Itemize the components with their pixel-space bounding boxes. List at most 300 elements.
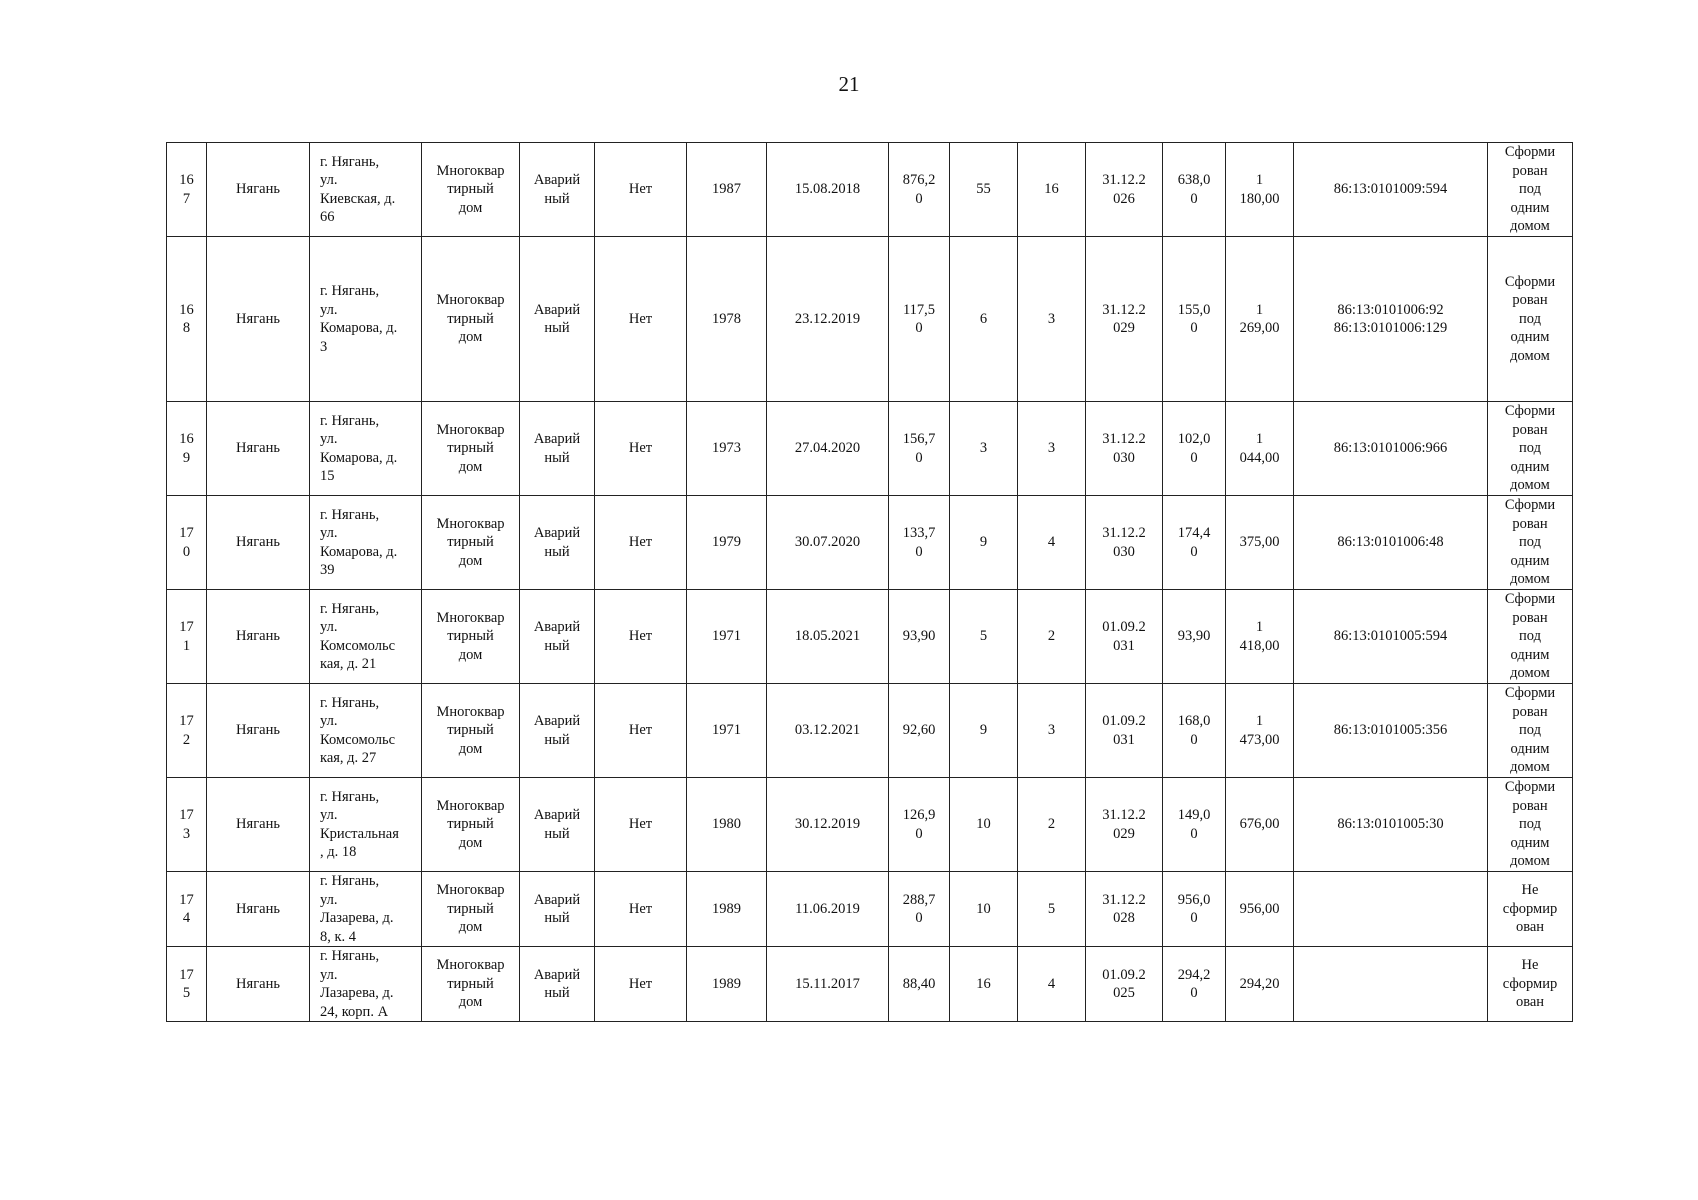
building-type-line: дом [458,329,483,346]
row-number-line: 16 [179,172,194,188]
cadastral-number-line: 86:13:0101006:966 [1333,440,1448,457]
land-status-line: под [1519,440,1541,457]
land-status-line: рован [1512,609,1548,626]
land-status-line: Сформи [1504,685,1556,702]
area-secondary-line: 294,2 [1177,966,1211,983]
building-type-cell [422,237,520,402]
land-area-cell [1226,872,1294,947]
address-line: Лазарева, д. [320,985,394,1001]
land-area-line: 294,20 [1239,975,1280,992]
land-status-cell [1488,496,1573,590]
building-type-line: Многоквар [436,162,505,179]
row-number-cell [167,590,207,684]
address-line: кая, д. 21 [320,656,377,672]
row-number-cell [167,684,207,778]
address-line: г. Нягань, [320,873,380,889]
deadline-line: 025 [1113,985,1135,1001]
building-type-line: тирный [447,722,494,739]
area-secondary-line: 93,90 [1177,628,1211,645]
row-number-cell [167,778,207,872]
land-status-line: Сформи [1504,273,1556,290]
decision-date-cell: 18.05.2021 [767,590,889,684]
condition-cell [520,872,595,947]
table-row [167,496,1573,590]
address-cell [310,590,422,684]
cadastral-number-cell [1294,947,1488,1022]
building-type-line: дом [458,646,483,663]
land-status-cell [1488,237,1573,402]
row-number-line: 1 [182,637,191,654]
cadastral-number-cell [1294,402,1488,496]
land-area-line: 473,00 [1239,731,1280,748]
address-line: ул. [320,807,338,823]
land-status-line: одним [1510,646,1550,663]
deadline-cell [1086,778,1163,872]
deadline-cell [1086,402,1163,496]
area-secondary-line: 149,0 [1177,807,1211,823]
area-secondary-cell [1163,496,1226,590]
land-area-line: 044,00 [1239,449,1280,466]
city-cell: Нягань [207,590,310,684]
area-secondary-cell [1163,237,1226,402]
area-cell [889,778,950,872]
deadline-cell [1086,237,1163,402]
units-cell: 2 [1018,590,1086,684]
building-type-cell [422,684,520,778]
area-line: 117,5 [902,301,936,318]
building-type-line: дом [458,919,483,936]
condition-line: ный [544,190,570,207]
year-cell: 1971 [687,590,767,684]
deadline-line: 01.09.2 [1102,619,1146,635]
deadline-line: 31.12.2 [1102,431,1146,447]
address-line: ул. [320,301,338,318]
building-type-line: Многоквар [436,609,505,626]
row-number-line: 7 [182,190,191,207]
table-row [167,684,1573,778]
land-area-cell [1226,684,1294,778]
address-line: 15 [320,468,335,484]
area-line: 0 [915,543,923,560]
area-cell [889,237,950,402]
units-cell: 3 [1018,237,1086,402]
land-area-line: 1 [1255,431,1264,447]
row-number-line: 16 [179,301,194,318]
address-line: Комарова, д. [320,543,398,560]
address-line: 8, к. 4 [320,928,357,945]
table-row [167,402,1573,496]
land-status-cell [1488,778,1573,872]
address-line: г. Нягань, [320,788,380,805]
land-status-cell [1488,402,1573,496]
residents-cell: 10 [950,778,1018,872]
cadastral-number-line: 86:13:0101005:30 [1337,816,1444,833]
deadline-line: 026 [1113,190,1135,207]
area-secondary-cell [1163,590,1226,684]
land-status-line: Не [1521,957,1539,974]
deadline-cell [1086,872,1163,947]
area-cell [889,872,950,947]
decision-date-cell: 03.12.2021 [767,684,889,778]
residents-cell: 55 [950,143,1018,237]
land-status-line: домом [1510,853,1550,870]
table-body [167,143,1573,1022]
page-number: 21 [838,72,860,96]
land-status-line: домом [1510,218,1550,235]
row-number-cell [167,237,207,402]
deadline-cell [1086,590,1163,684]
land-area-cell [1226,496,1294,590]
area-secondary-cell [1163,402,1226,496]
deadline-line: 031 [1113,731,1135,748]
land-status-line: сформир [1502,900,1558,917]
year-cell: 1989 [687,947,767,1022]
condition-cell [520,947,595,1022]
land-status-line: Сформи [1504,591,1556,608]
table-row [167,590,1573,684]
area-secondary-line: 168,0 [1177,713,1211,729]
land-area-line: 676,00 [1239,816,1280,833]
residents-cell: 3 [950,402,1018,496]
land-area-cell [1226,237,1294,402]
year-cell: 1973 [687,402,767,496]
condition-line: Аварий [533,807,581,823]
area-secondary-line: 102,0 [1177,431,1211,447]
address-line: ул. [320,431,338,447]
cadastral-number-line: 86:13:0101006:92 [1337,301,1444,318]
decision-date-cell: 11.06.2019 [767,872,889,947]
address-line: кая, д. 27 [320,750,377,766]
cadastral-number-cell [1294,684,1488,778]
row-number-line: 8 [182,320,191,336]
cadastral-number-line: 86:13:0101006:129 [1333,320,1448,336]
row-number-line: 0 [182,543,191,560]
condition-line: ный [544,985,570,1001]
units-cell: 4 [1018,496,1086,590]
condition-line: ный [544,637,570,654]
building-type-line: Многоквар [436,703,505,720]
city-cell: Нягань [207,872,310,947]
row-number-line: 9 [182,449,191,466]
housing-registry-table [166,142,1573,1022]
row-number-line: 17 [179,713,194,729]
address-line: ул. [320,525,338,541]
area-line: 876,2 [902,172,936,188]
year-cell: 1980 [687,778,767,872]
area-cell [889,684,950,778]
area-line: 288,7 [902,891,936,908]
flag-cell: Нет [595,872,687,947]
area-cell [889,590,950,684]
land-status-line: Сформи [1504,779,1556,796]
condition-line: ный [544,543,570,560]
area-secondary-line: 174,4 [1177,525,1211,541]
land-area-line: 1 [1255,713,1264,729]
condition-cell [520,143,595,237]
condition-line: ный [544,449,570,466]
decision-date-cell: 30.07.2020 [767,496,889,590]
area-secondary-line: 956,0 [1177,891,1211,908]
land-status-line: домом [1510,759,1550,776]
building-type-cell [422,143,520,237]
address-cell [310,496,422,590]
city-cell: Нягань [207,402,310,496]
area-secondary-line: 0 [1190,449,1198,466]
land-area-cell [1226,590,1294,684]
year-cell: 1989 [687,872,767,947]
deadline-cell [1086,684,1163,778]
units-cell: 5 [1018,872,1086,947]
address-line: ул. [320,619,338,635]
land-status-line: одним [1510,834,1550,851]
residents-cell: 16 [950,947,1018,1022]
building-type-line: дом [458,994,483,1011]
land-status-line: одним [1510,552,1550,569]
table-row [167,947,1573,1022]
land-status-line: Сформи [1504,497,1556,514]
condition-line: ный [544,320,570,336]
land-status-line: одним [1510,329,1550,346]
building-type-line: Многоквар [436,515,505,532]
flag-cell: Нет [595,402,687,496]
land-status-line: под [1519,816,1541,833]
residents-cell: 10 [950,872,1018,947]
row-number-line: 2 [182,731,191,748]
deadline-line: 030 [1113,449,1135,466]
condition-cell [520,402,595,496]
address-cell [310,947,422,1022]
area-cell [889,947,950,1022]
table-row [167,872,1573,947]
building-type-line: Многоквар [436,421,505,438]
land-status-cell [1488,947,1573,1022]
area-cell [889,402,950,496]
address-line: 24, корп. А [320,1003,389,1020]
address-line: 66 [320,209,335,225]
area-line: 0 [915,449,923,466]
address-line: , д. 18 [320,844,357,860]
land-status-line: сформир [1502,975,1558,992]
condition-cell [520,496,595,590]
area-line: 93,90 [902,628,936,645]
area-line: 0 [915,825,923,842]
row-number-cell [167,496,207,590]
condition-cell [520,590,595,684]
land-status-line: рован [1512,162,1548,179]
area-secondary-line: 0 [1190,320,1198,336]
building-type-line: дом [458,834,483,851]
flag-cell: Нет [595,778,687,872]
area-line: 0 [915,190,923,207]
address-line: г. Нягань, [320,948,380,964]
land-status-line: рован [1512,515,1548,532]
decision-date-cell: 23.12.2019 [767,237,889,402]
condition-line: Аварий [533,619,581,635]
cadastral-number-cell [1294,778,1488,872]
city-cell: Нягань [207,237,310,402]
area-secondary-line: 0 [1190,825,1198,842]
area-secondary-cell [1163,947,1226,1022]
area-line: 88,40 [902,975,936,992]
building-type-line: Многоквар [436,797,505,814]
area-secondary-line: 638,0 [1177,172,1211,188]
land-area-line: 1 [1255,301,1264,318]
area-line: 0 [915,910,923,926]
cadastral-number-line: 86:13:0101005:594 [1333,628,1448,645]
condition-line: Аварий [533,301,581,318]
condition-line: Аварий [533,966,581,983]
row-number-line: 5 [182,985,191,1001]
condition-line: Аварий [533,431,581,447]
land-status-line: под [1519,722,1541,739]
row-number-cell [167,402,207,496]
land-area-line: 1 [1255,619,1264,635]
row-number-line: 17 [179,525,194,541]
year-cell: 1971 [687,684,767,778]
building-type-cell [422,402,520,496]
deadline-line: 028 [1113,910,1135,926]
land-status-line: под [1519,310,1541,327]
building-type-cell [422,496,520,590]
residents-cell: 9 [950,684,1018,778]
area-line: 92,60 [902,722,936,739]
cadastral-number-line: 86:13:0101009:594 [1333,181,1448,198]
area-secondary-line: 0 [1190,985,1198,1001]
condition-cell [520,237,595,402]
building-type-line: Многоквар [436,882,505,899]
deadline-line: 31.12.2 [1102,525,1146,541]
land-area-line: 375,00 [1239,534,1280,551]
address-line: Киевская, д. [320,190,396,207]
land-status-line: под [1519,181,1541,198]
address-line: г. Нягань, [320,506,380,523]
table-row [167,237,1573,402]
year-cell: 1979 [687,496,767,590]
land-status-cell [1488,684,1573,778]
building-type-line: тирный [447,181,494,198]
flag-cell: Нет [595,590,687,684]
flag-cell: Нет [595,143,687,237]
area-line: 0 [915,320,923,336]
building-type-cell [422,872,520,947]
units-cell: 16 [1018,143,1086,237]
deadline-line: 031 [1113,637,1135,654]
address-line: г. Нягань, [320,694,380,711]
address-line: ул. [320,891,338,908]
address-line: Лазарева, д. [320,910,394,926]
building-type-line: Многоквар [436,292,505,309]
land-status-line: одним [1510,199,1550,216]
deadline-line: 31.12.2 [1102,172,1146,188]
deadline-cell [1086,947,1163,1022]
deadline-line: 31.12.2 [1102,891,1146,908]
land-status-line: одним [1510,740,1550,757]
land-status-cell [1488,143,1573,237]
residents-cell: 5 [950,590,1018,684]
area-cell [889,496,950,590]
building-type-line: Многоквар [436,957,505,974]
deadline-line: 31.12.2 [1102,301,1146,318]
land-status-line: рован [1512,703,1548,720]
building-type-line: тирный [447,816,494,833]
address-cell [310,872,422,947]
area-line: 133,7 [902,525,936,541]
address-line: 3 [320,338,328,355]
residents-cell: 9 [950,496,1018,590]
land-status-line: Сформи [1504,403,1556,420]
row-number-line: 17 [179,891,194,908]
row-number-cell [167,872,207,947]
deadline-line: 01.09.2 [1102,966,1146,983]
area-line: 126,9 [902,807,936,823]
land-status-line: рован [1512,421,1548,438]
deadline-line: 030 [1113,543,1135,560]
address-line: Комсомольс [320,731,396,748]
area-secondary-cell [1163,143,1226,237]
row-number-line: 17 [179,619,194,635]
address-cell [310,684,422,778]
decision-date-cell: 30.12.2019 [767,778,889,872]
address-line: Комарова, д. [320,320,398,336]
land-status-line: домом [1510,347,1550,364]
address-line: Кристальная [320,825,399,842]
cadastral-number-cell [1294,590,1488,684]
area-secondary-cell [1163,872,1226,947]
area-secondary-cell [1163,684,1226,778]
building-type-cell [422,590,520,684]
deadline-line: 01.09.2 [1102,713,1146,729]
land-area-line: 269,00 [1239,320,1280,336]
land-area-line: 180,00 [1239,190,1280,207]
table-row [167,143,1573,237]
building-type-cell [422,778,520,872]
address-line: г. Нягань, [320,283,380,299]
land-status-cell [1488,590,1573,684]
land-status-cell [1488,872,1573,947]
flag-cell: Нет [595,947,687,1022]
address-line: ул. [320,172,338,188]
deadline-line: 31.12.2 [1102,807,1146,823]
land-status-line: под [1519,628,1541,645]
building-type-line: тирный [447,310,494,327]
cadastral-number-cell [1294,872,1488,947]
area-secondary-line: 155,0 [1177,301,1211,318]
building-type-line: тирный [447,975,494,992]
land-status-line: домом [1510,665,1550,682]
condition-line: Аварий [533,891,581,908]
deadline-cell [1086,496,1163,590]
condition-line: Аварий [533,172,581,188]
cadastral-number-cell [1294,237,1488,402]
land-status-line: Сформи [1504,144,1556,161]
row-number-cell [167,947,207,1022]
row-number-line: 16 [179,431,194,447]
units-cell: 4 [1018,947,1086,1022]
deadline-line: 029 [1113,825,1135,842]
address-line: ул. [320,966,338,983]
condition-line: Аварий [533,713,581,729]
address-cell [310,143,422,237]
units-cell: 3 [1018,684,1086,778]
land-area-cell [1226,402,1294,496]
land-status-line: ован [1515,919,1545,936]
land-area-line: 418,00 [1239,637,1280,654]
area-secondary-line: 0 [1190,910,1198,926]
building-type-line: тирный [447,900,494,917]
address-line: Комарова, д. [320,449,398,466]
area-cell [889,143,950,237]
flag-cell: Нет [595,237,687,402]
